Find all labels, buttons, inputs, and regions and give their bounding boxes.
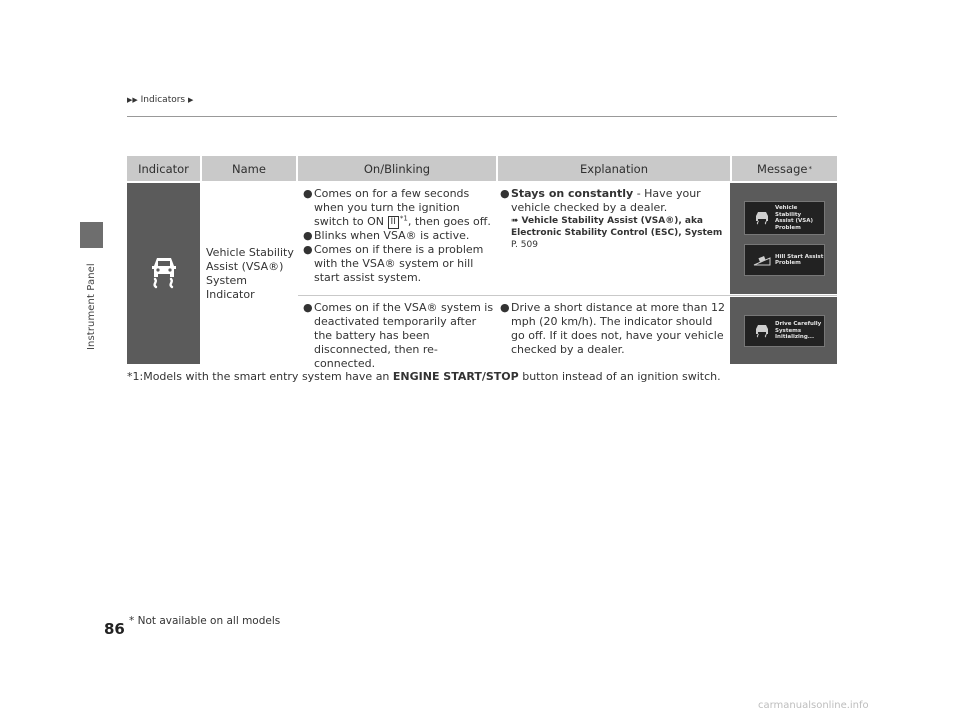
- bullet-icon: ●: [500, 187, 510, 200]
- header-indicator: Indicator: [127, 156, 202, 181]
- on-blinking-row2: [303, 301, 495, 371]
- list-item: [303, 301, 495, 371]
- hill-start-assist-icon: [753, 253, 771, 267]
- on-item-4: Comes on if the VSA® system is deactivated temporarily after the battery has been disconnected, then re-connected.: [314, 301, 494, 370]
- message-cell-1: [730, 183, 837, 294]
- indicator-cell: [127, 183, 200, 364]
- breadcrumb-arrow-icon: ▶: [188, 96, 194, 104]
- footnote1-post: button instead of an ignition switch.: [518, 370, 721, 383]
- xref-page: P. 509: [511, 240, 538, 250]
- breadcrumb-arrow-icon: ▶▶: [127, 96, 138, 104]
- message-text: Vehicle Stability Assist (VSA) Problem: [775, 205, 814, 231]
- vsa-warning-icon: [753, 324, 771, 338]
- list-item: [500, 301, 726, 357]
- footnote1-pre: *1:Models with the smart entry system have an: [127, 370, 393, 383]
- header-name: Name: [202, 156, 298, 181]
- explanation-item-2: Drive a short distance at more than 12 mph (20 km/h). The indicator should go off. If it does not, have your vehicle checked by a dealer.: [511, 301, 725, 356]
- explanation-rest: - Have your vehicle checked by a dealer.: [511, 187, 701, 214]
- footnote-ignition: [127, 370, 721, 383]
- bullet-icon: ●: [500, 301, 510, 314]
- bullet-icon: ●: [303, 187, 313, 200]
- vsa-warning-icon: [753, 211, 771, 225]
- message-screen: [744, 315, 825, 347]
- on-blinking-row1: [303, 187, 495, 285]
- list-item: [303, 243, 495, 285]
- on-item-3: Comes on if there is a problem with the VSA® system or hill start assist system.: [314, 243, 484, 284]
- bullet-icon: ●: [303, 301, 313, 314]
- header-message-mark: *: [808, 164, 812, 173]
- explanation-row1: [500, 187, 726, 251]
- watermark: carmanualsonline.info: [758, 700, 869, 711]
- table-header: [127, 156, 837, 181]
- message-screen: [744, 201, 825, 235]
- bullet-icon: ●: [303, 243, 313, 256]
- ignition-key-icon: II: [388, 216, 399, 229]
- list-item: [500, 187, 726, 215]
- xref-title: Vehicle Stability Assist (VSA®), aka Electronic Stability Control (ESC), System: [511, 216, 723, 238]
- explanation-row2: [500, 301, 726, 357]
- message-text: Drive Carefully Systems Initializing...: [775, 321, 822, 341]
- header-rule: [127, 116, 837, 117]
- on-item-2: Blinks when VSA® is active.: [314, 229, 470, 242]
- message-text: Hill Start Assist Problem: [775, 253, 824, 266]
- list-item: [303, 229, 495, 243]
- section-tab: [80, 222, 103, 248]
- reference-arrow-icon: ➠: [511, 216, 519, 226]
- message-cell-2: [730, 297, 837, 364]
- bullet-icon: ●: [303, 229, 313, 242]
- side-section-label: Instrument Panel: [86, 263, 97, 350]
- cross-reference-link[interactable]: [511, 215, 726, 251]
- on-item-1-suffix: , then goes off.: [407, 215, 491, 228]
- header-message: [732, 156, 837, 181]
- footnote-availability: * Not available on all models: [129, 615, 281, 627]
- vsa-skid-icon: [149, 255, 179, 289]
- breadcrumb: [127, 95, 193, 105]
- header-explanation: Explanation: [498, 156, 732, 181]
- message-screen: [744, 244, 825, 276]
- header-message-label: Message: [757, 161, 808, 176]
- explanation-bold: Stays on constantly: [511, 187, 634, 200]
- page-number: 86: [104, 620, 125, 638]
- header-on-blinking: On/Blinking: [298, 156, 498, 181]
- indicator-name: Vehicle Stability Assist (VSA®) System Indicator: [206, 245, 294, 301]
- on-item-1: Comes on for a few seconds when you turn the ignition switch to ON: [314, 187, 470, 228]
- footnote1-bold: ENGINE START/STOP: [392, 370, 519, 383]
- breadcrumb-section[interactable]: Indicators: [140, 95, 186, 105]
- footnote-ref: *1: [399, 214, 408, 223]
- list-item: [303, 187, 495, 229]
- row-divider: [298, 295, 837, 296]
